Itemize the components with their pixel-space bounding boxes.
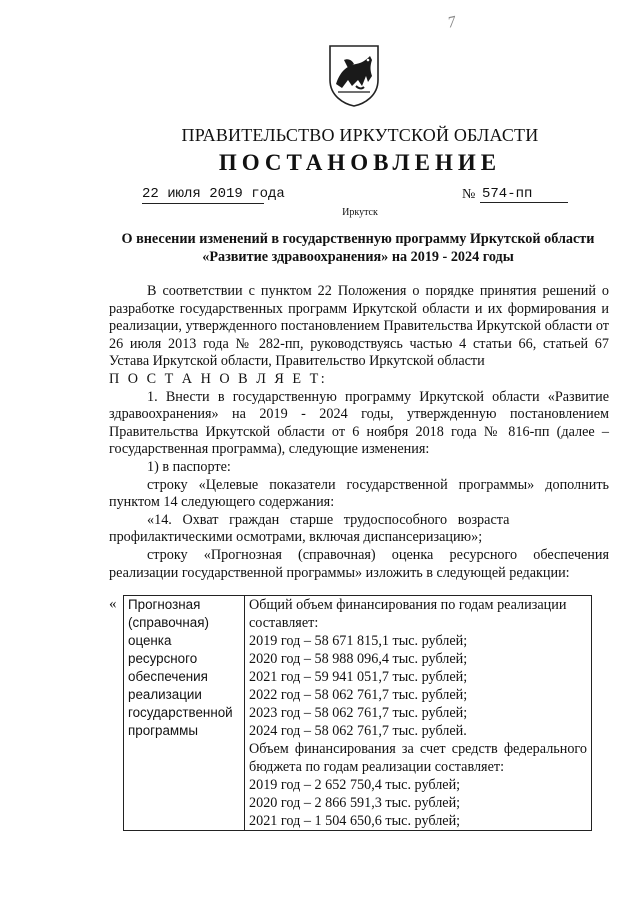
government-name: ПРАВИТЕЛЬСТВО ИРКУТСКОЙ ОБЛАСТИ (181, 125, 539, 145)
total-year-line: 2019 год – 58 671 815,1 тыс. рублей; (249, 633, 468, 649)
document-subject: О внесении изменений в государственную программу Иркутской области «Развитие здравоохранения» на 2019 - 2024 годы (121, 231, 595, 265)
handwritten-page-mark: 7 (446, 13, 458, 32)
opening-quote: « (109, 596, 117, 612)
total-year-line: 2022 год – 58 062 761,7 тыс. рублей; (249, 687, 468, 703)
total-year-line: 2023 год – 58 062 761,7 тыс. рублей; (249, 705, 468, 721)
label-line: государственной (128, 705, 233, 720)
document-body (109, 283, 609, 582)
row-value-cell (245, 596, 592, 831)
label-line: реализации (128, 687, 202, 702)
total-year-line: 2020 год – 58 988 096,4 тыс. рублей; (249, 651, 468, 667)
federal-year-line: 2019 год – 2 652 750,4 тыс. рублей; (249, 777, 461, 793)
document-date (142, 186, 285, 202)
label-line: оценка (128, 633, 172, 648)
number-sign: № (462, 187, 476, 202)
document-number: 574-пп (480, 186, 568, 203)
table-row (124, 596, 592, 831)
point-14-line-2: профилактическими осмотрами, включая диспансеризацию»; (109, 529, 483, 546)
subitem-1: 1) в паспорте: (147, 458, 231, 475)
label-line: ресурсного (128, 651, 198, 666)
label-line: обеспечения (128, 669, 208, 684)
forecast-row-paragraph: строку «Прогнозная (справочная) оценка ресурсного обеспечения реализации государственной программы» изложить в следующей редакции: (109, 546, 609, 581)
resolves-heading: П О С Т А Н О В Л Я Е Т: (109, 370, 328, 387)
document-type: ПОСТАНОВЛЕНИЕ (218, 150, 502, 175)
total-year-line: 2024 год – 58 062 761,7 тыс. рублей. (249, 723, 467, 739)
indicators-row-paragraph: строку «Целевые показатели государственной программы» дополнить пунктом 14 следующего содержания: (109, 476, 609, 511)
irkutsk-coat-of-arms-icon (326, 42, 382, 108)
point-14-line-1: «14. Охват граждан старше трудоспособного возраста (147, 511, 510, 528)
item-1-paragraph: 1. Внести в государственную программу Иркутской области «Развитие здравоохранения» на 2019 - 2024 годы, утвержденную постановлением Правительства Иркутской области от 6 ноября 2018 года № 816-пп (далее – государственная программа), следующие изменения: (109, 388, 609, 458)
label-line: программы (128, 723, 198, 738)
total-financing-intro: Общий объем финансирования по годам реализации составляет: (249, 597, 567, 631)
row-label-cell (124, 596, 245, 831)
federal-year-line: 2020 год – 2 866 591,3 тыс. рублей; (249, 795, 461, 811)
date-value: 22 июля 2019 года (142, 186, 285, 202)
label-line: (справочная) (128, 615, 209, 630)
federal-year-line: 2021 год – 1 504 650,6 тыс. рублей; (249, 813, 461, 829)
financing-table (123, 595, 592, 831)
federal-financing-intro: Объем финансирования за счет средств федерального бюджета по годам реализации составляет: (249, 741, 587, 775)
label-line: Прогнозная (128, 597, 201, 612)
city-name: Иркутск (342, 207, 378, 218)
preamble-paragraph: В соответствии с пунктом 22 Положения о порядке принятия решений о разработке государственных программ Иркутской области и их формирования и реализации, утвержденного постановлением Правительства Иркутской области от 26 июля 2013 года № 282-пп, руководствуясь частью 4 статьи 66, статьей 67 Устава Иркутской области, Правительство Иркутской области (109, 283, 609, 370)
total-year-line: 2021 год – 59 941 051,7 тыс. рублей; (249, 669, 468, 685)
